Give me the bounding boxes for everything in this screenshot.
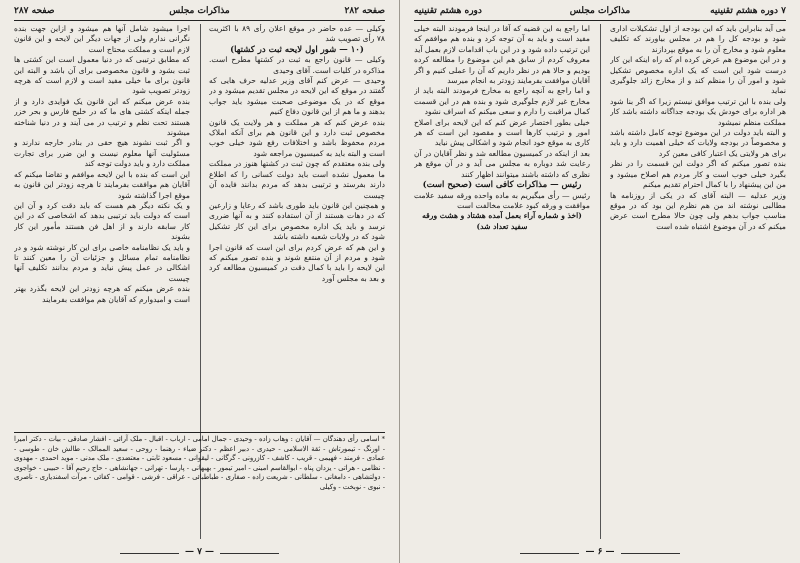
paragraph: اما راجع به این قضیه که آقا در اینجا فرمودند البته خیلی مفید است و باید به آن توجه کرد و بنده هم موافقم که این ترتیب داده شود و در این باب اقدامات لازم بعمل آید — [414, 24, 590, 54]
left-header-right: صفحه ۲۸۲ — [344, 6, 385, 16]
right-page — [400, 0, 800, 563]
right-folio-text: — ۶ — — [579, 547, 620, 557]
paragraph: و البته باید دولت در این موضوع توجه کامل داشته باشد و مخصوصاً در بودجه ولایات که خیلی اهمیت دارد و باید برای هر ولایتی یک اعتبار کافی معین کرد — [610, 128, 786, 158]
paragraph: اجرا میشود شامل آنها هم میشود و ازاین جهت بنده نگرانی ندارم ولی از جهات دیگر این لایحه و این قانون لازم است و مملکت محتاج است — [14, 24, 190, 54]
paragraph: بنده تصور میکنم که اگر دولت این قسمت را در نظر بگیرد خیلی خوب است و کار مردم هم اصلاح میشود و من این پیشنهاد را با کمال احترام تقدیم میکنم — [610, 159, 786, 190]
paragraph: ولی بنده معتقدم که چون ثبت در کشتها هنوز در مملکت ما معمول نشده است باید دولت کسانی را که اطلاع دارند بفرستد و ترتیبی بدهد که مردم بدانند فایده آن چیست — [209, 159, 385, 200]
right-page-column-left — [414, 24, 590, 539]
paragraph: وکیلی — عده حاضر در موقع اعلان رأی ۸۹ با اکثریت ۷۸ رأی تصویب شد — [209, 24, 385, 44]
paragraph: ولی بنده با این ترتیب موافق نیستم زیرا که اگر بنا شود هر اداره برای خودش یک بودجه جداگانه داشته باشد کار مملکت منظم نمیشود — [610, 96, 786, 127]
paragraph: رئیس — رأی میگیریم به ماده واحده ورقه سفید علامت موافقت و ورقه کبود علامت مخالفت است — [414, 190, 590, 210]
paragraph: این است که بنده با این لایحه موافقم و تقاضا میکنم که آقایان هم موافقت بفرمایند تا هرچه زودتر این قانون به موقع اجرا گذاشته شود — [14, 169, 190, 200]
right-page-columns — [414, 24, 786, 539]
paragraph: و اما راجع به آنچه راجع به مخارج فرمودند البته باید از مخارج غیر لازم جلوگیری شود و بنده هم در این قسمت کمال مراقبت را دارم و سعی میکنم که اسراف نشود — [414, 86, 590, 117]
right-page-number — [400, 547, 800, 557]
paragraph: که مطابق ترتیبی که در دنیا معمول است این کشتی ها ثبت بشود و قانون مخصوصی برای آن باشد و البته این قانون برای ما خیلی مفید است و لازم است که هرچه زودتر تصویب شود — [14, 55, 190, 96]
paragraph: بعد از اینکه در کمیسیون مطالعه شد و نظر آقایان در آن رعایت شد دوباره به مجلس می آید و در آن موقع هر نظری که داشته باشند میتوانند اظهار کنند — [414, 148, 590, 179]
left-page-header — [14, 6, 385, 21]
paragraph: معروف کردم از سابق هم این موضوع را مطالعه کرده بودیم و حالا هم در نظر داریم که آن را عملی کنیم و اگر آقایان موافقت بفرمایند زودتر به انجام میرسد — [414, 55, 590, 86]
paragraph: بنده عرض میکنم که این قانون یک فوایدی دارد و از جمله اینکه کشتی های ما که در خلیج فارس و بحر خزر هستند تحت نظم و ترتیب در می آیند و در دنیا شناخته میشوند — [14, 96, 190, 138]
paragraph: و همچنین این قانون باید طوری باشد که رعایا و زارعین که در دهات هستند از آن استفاده کنند و به آنها ضرری نرسد و باید یک اداره مخصوص برای این کار تشکیل شود که در ولایات شعبه داشته باشد — [209, 200, 385, 242]
vote-result: (اخذ و شماره آراء بعمل آمده هشتاد و هشت ورقه سفید تعداد شد) — [422, 211, 582, 231]
left-folio-text: — ۷ — — [179, 547, 220, 557]
right-header-left: دوره هشتم تقنینیه — [414, 6, 482, 16]
paragraph: و این هم که عرض کردم برای این است که قانون اجرا شود و مردم از آن منتفع شوند و بنده تصور میکنم که این لایحه را باید با کمال دقت در کمیسیون مطالعه کرد و بعد به مجلس آورد — [209, 242, 385, 283]
paragraph: و اگر ثبت نشوند هیچ حقی در بنادر خارجه ندارند و مسئولیت آنها معلوم نیست و این ضرر برای تجارت مملکت دارد و باید دولت توجه کند — [14, 138, 190, 169]
paragraph: و باید یک نظامنامه خاصی برای این کار نوشته شود و در نظامنامه تمام مسائل و جزئیات آن را معین کنند تا اشکالی در عمل پیش نیاید و مردم بدانند تکلیف آنها چیست — [14, 242, 190, 283]
right-page-header — [414, 6, 786, 21]
paragraph: و در این موضوع هم عرض کرده ام که راه اینکه این کار درست شود این است که یک اداره مخصوص تشکیل شود و امور آن را منظم کند و از مخارج زائد جلوگیری نماید — [610, 55, 786, 96]
section-heading: (۱۰ — شور اول لایحه ثبت در کشتها) — [230, 44, 364, 55]
paragraph: وحیدی — عرض کنم آقای وزیر عدلیه حرف هایی که گفتند در موقع که این لایحه در مجلس تقدیم میشود و در موقع که در یک موضوعی صحبت میشود باید جواب بدهند و ما هم از این قانون دفاع کنیم — [209, 76, 385, 117]
voters-footnote: * اسامی رأی دهندگان — آقایان : وهاب زاده - وحیدی - جمال امامی - ارباب - اقبال - ملک آرائی - افشار صادقی - بیات - دکتر امیرا - اورنگ - تیمورتاش - ثقة الاسلامی - حیدری - دبیر اعظم - دکتر ضیاء - رهنما - روحی - سعید الممالک - طالش خان - طوسی - عمادی - فرمند - فهیمی - قریب - کاشف - کازرونی - گرگانی - لیقوانی - مسعود ثابتی - معتضدی - ملک مدنی - موید احمدی - مهدوی - نظامی - هراتی - یزدان پناه - ابوالقاسم امینی - امیر تیمور - بهبهانی - پارسا - تهرانی - جهانشاهی - حاج رحیم آقا - حبیبی - خواجوی - دولتشاهی - دامغانی - سلطانی - شریعت زاده - صفاری - طباطبائی - عراقی - فرشی - قوامی - کفائی - مرآت اسفندیاری - ناصری - نبوی - نوبخت - وکیلی — [14, 432, 385, 539]
paragraph: وکیلی — قانون راجع به ثبت در کشتها مطرح است. مذاکره در کلیات است. آقای وحیدی — [209, 55, 385, 75]
right-header-title: مذاکرات مجلس — [569, 6, 631, 16]
paragraph: وزیر عدلیه — البته آقای که در یکی از روزنامه ها مطالبی نوشته اند من هم نظرم این بود که در موقع مناسب جواب بدهم ولی چون حالا مطرح است عرض میکنم که در آن موضوع اشتباه شده است — [610, 190, 786, 231]
paragraph: می آید بنابراین باید که این بودجه از اول تشکیلات اداری شود و بودجه کل را هم در مجلس بیاورند که تکلیف معلوم شود و مخارج آن را به موقع بپردازند — [610, 24, 786, 54]
paragraph: بنده عرض کنم که هر مملکت و هر ولایت یک قانون مخصوص ثبت دارد و این قانون هم برای آنکه املاک مردم محفوظ باشد و اختلافات رفع شود خیلی خوب است و البته باید به کمیسیون مراجعه شود — [209, 117, 385, 158]
right-page-column-right — [610, 24, 786, 539]
speaker-line: رئیس — مذاکرات کافی است (صحیح است) — [422, 180, 582, 191]
left-header-left: صفحه ۲۸۷ — [14, 6, 55, 16]
column-divider — [600, 24, 601, 539]
left-page-number — [0, 547, 399, 557]
paragraph: و یک نکته دیگر هم هست که باید دقت کرد و آن این است که دولت باید ترتیبی بدهد که اشخاصی که در این کار سابقه دارند و از اهل فن هستند مأمور این کار بشوند — [14, 200, 190, 242]
paragraph: بنده عرض میکنم که هرچه زودتر این لایحه بگذرد بهتر است و امیدوارم که آقایان هم موافقت بفرمایند — [14, 284, 190, 304]
paragraph: خیلی بطور اختصار عرض کنم که این لایحه برای اصلاح امور و ترتیب کارها است و مقصود این است که هر کاری به موقع خود انجام شود و اشکالی پیش نیاید — [414, 117, 590, 148]
left-header-title: مذاکرات مجلس — [169, 6, 230, 16]
right-header-right: ۷ دوره هشتم تقنینیه — [710, 6, 786, 16]
